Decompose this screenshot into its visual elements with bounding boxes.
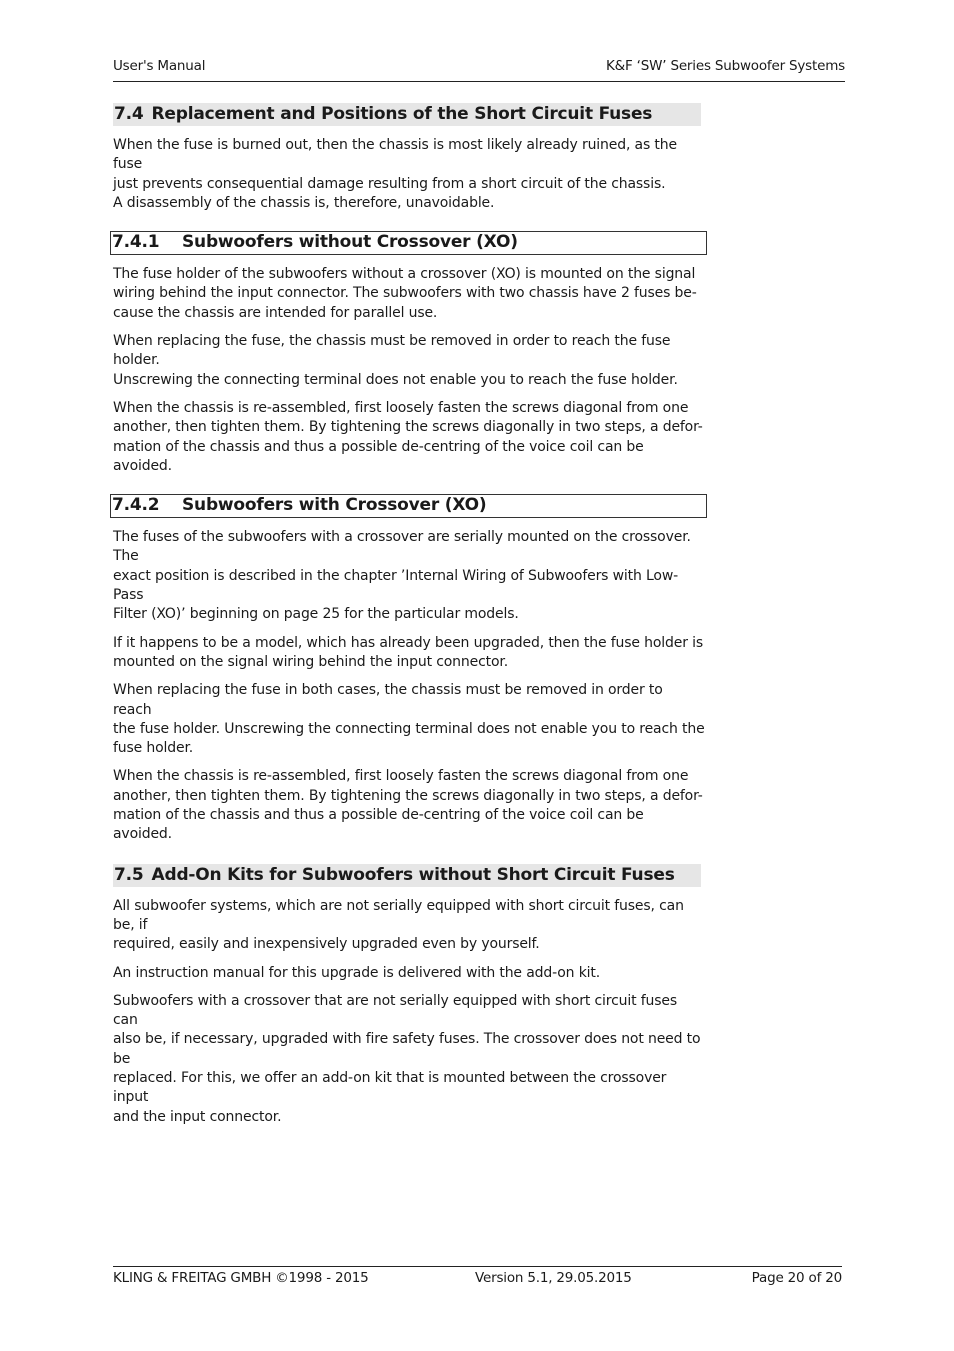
header-doc-title: K&F ‘SW’ Series Subwoofer Systems bbox=[606, 58, 845, 74]
footer-copyright: KLING & FREITAG GMBH ©1998 - 2015 bbox=[113, 1270, 369, 1286]
paragraph-7-4-2-d bbox=[113, 767, 705, 844]
section-title: Add-On Kits for Subwoofers without Short Circuit Fuses bbox=[151, 864, 675, 885]
section-number: 7.4.2 bbox=[112, 495, 160, 516]
text-line: Subwoofers with a crossover that are not serially equipped with short circuit fuses can bbox=[113, 992, 677, 1029]
section-title: Subwoofers without Crossover (XO) bbox=[182, 232, 518, 253]
section-title: Replacement and Positions of the Short Circuit Fuses bbox=[151, 104, 653, 124]
text-line: When replacing the fuse, the chassis must be removed in order to reach the fuse holder. bbox=[113, 333, 671, 369]
text-line: A disassembly of the chassis is, therefore, unavoidable. bbox=[113, 194, 495, 211]
text-line: fuse holder. bbox=[113, 740, 194, 757]
text-line: and the input connector. bbox=[113, 1108, 282, 1125]
text-line: the fuse holder. Unscrewing the connecting terminal does not enable you to reach the bbox=[113, 720, 705, 737]
paragraph-7-4-2-b bbox=[113, 634, 705, 673]
paragraph-7-5-b bbox=[113, 964, 705, 983]
section-title: Subwoofers with Crossover (XO) bbox=[182, 495, 487, 516]
page-footer bbox=[113, 1266, 842, 1286]
text-line: just prevents consequential damage resulting from a short circuit of the chassis. bbox=[113, 175, 666, 192]
text-line: exact position is described in the chapter ’Internal Wiring of Subwoofers with Low-Pass bbox=[113, 567, 679, 604]
section-number: 7.4 bbox=[114, 104, 144, 124]
paragraph-7-4-2-a bbox=[113, 528, 705, 624]
paragraph-7-4-1-c bbox=[113, 399, 705, 476]
text-line: another, then tighten them. By tightening the screws diagonally in two steps, a defor- bbox=[113, 419, 703, 436]
text-line: cause the chassis are intended for parallel use. bbox=[113, 304, 438, 321]
section-heading-7-4 bbox=[113, 103, 701, 126]
text-line: mation of the chassis and thus a possible de-centring of the voice coil can be avoided. bbox=[113, 807, 644, 843]
footer-version: Version 5.1, 29.05.2015 bbox=[475, 1270, 632, 1286]
paragraph-7-4 bbox=[113, 136, 705, 213]
section-heading-7-4-2 bbox=[110, 494, 707, 518]
text-line: An instruction manual for this upgrade is delivered with the add-on kit. bbox=[113, 964, 601, 981]
page-content bbox=[113, 103, 705, 1136]
text-line: wiring behind the input connector. The subwoofers with two chassis have 2 fuses be- bbox=[113, 285, 697, 302]
text-line: The fuses of the subwoofers with a crossover are serially mounted on the crossover. The bbox=[113, 529, 691, 565]
text-line: When the chassis is re-assembled, first loosely fasten the screws diagonal from one bbox=[113, 399, 689, 416]
paragraph-7-5-c bbox=[113, 992, 705, 1127]
text-line: another, then tighten them. By tightening the screws diagonally in two steps, a defor- bbox=[113, 787, 703, 804]
paragraph-7-4-1-b bbox=[113, 332, 705, 390]
text-line: Unscrewing the connecting terminal does not enable you to reach the fuse holder. bbox=[113, 371, 678, 388]
section-number: 7.4.1 bbox=[112, 232, 160, 253]
text-line: When replacing the fuse in both cases, the chassis must be removed in order to reach bbox=[113, 682, 663, 718]
footer-page-number: Page 20 of 20 bbox=[751, 1270, 842, 1286]
text-line: The fuse holder of the subwoofers without a crossover (XO) is mounted on the signal bbox=[113, 266, 696, 283]
text-line: When the chassis is re-assembled, first loosely fasten the screws diagonal from one bbox=[113, 768, 689, 785]
text-line: Filter (XO)’ beginning on page 25 for the particular models. bbox=[113, 606, 519, 623]
text-line: All subwoofer systems, which are not serially equipped with short circuit fuses, can be, if bbox=[113, 897, 684, 933]
text-line: If it happens to be a model, which has already been upgraded, then the fuse holder is bbox=[113, 634, 703, 651]
paragraph-7-5-a bbox=[113, 897, 705, 955]
text-line: When the fuse is burned out, then the chassis is most likely already ruined, as the fuse bbox=[113, 137, 677, 173]
text-line: mation of the chassis and thus a possible de-centring of the voice coil can be avoided. bbox=[113, 438, 644, 474]
paragraph-7-4-2-c bbox=[113, 681, 705, 758]
section-heading-7-5 bbox=[113, 864, 701, 887]
text-line: replaced. For this, we offer an add-on kit that is mounted between the crossover input bbox=[113, 1069, 667, 1106]
paragraph-7-4-1-a bbox=[113, 265, 705, 323]
header-doc-type: User's Manual bbox=[113, 58, 206, 74]
text-line: required, easily and inexpensively upgraded even by yourself. bbox=[113, 936, 540, 953]
section-heading-7-4-1 bbox=[110, 231, 707, 255]
page-header bbox=[113, 57, 845, 82]
section-number: 7.5 bbox=[114, 864, 144, 885]
text-line: mounted on the signal wiring behind the input connector. bbox=[113, 653, 509, 670]
text-line: also be, if necessary, upgraded with fire safety fuses. The crossover does not need to be bbox=[113, 1031, 701, 1067]
